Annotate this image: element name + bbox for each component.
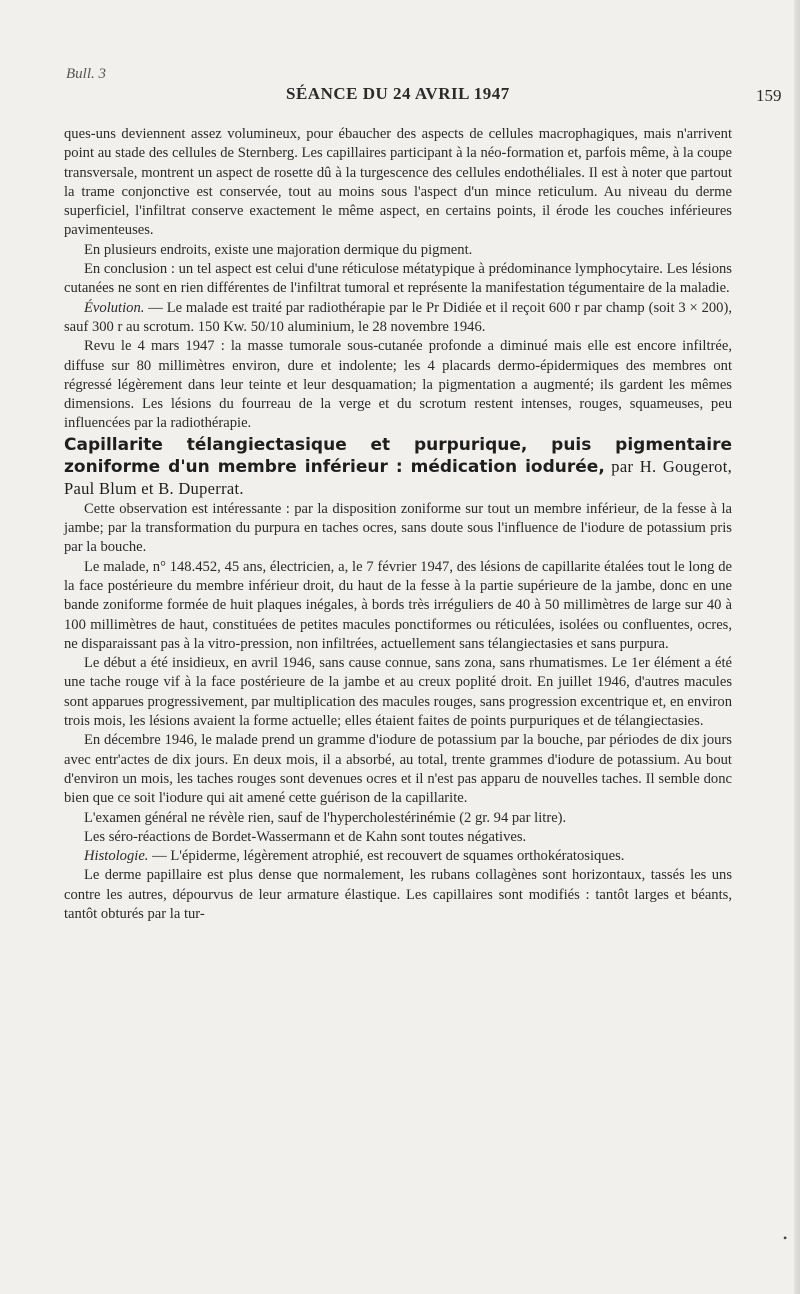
evolution-text: — Le malade est traité par radiothérapie par le Pr Didiée et il reçoit 600 r par champ (soit 3 × 200), sauf 300 r au scrotum. 150 Kw. 50/10 aluminium, le 28 novembre 1946. (64, 299, 732, 335)
paragraph: Le derme papillaire est plus dense que normalement, les rubans collagènes sont horizontaux, tassés les uns contre les autres, dépourvus de leur armature élastique. Les capillaires sont modifiés : tantôt larges et béants, tantôt obturés par la tur- (64, 867, 732, 922)
histologie-paragraph (64, 847, 732, 866)
running-header (0, 84, 800, 108)
histologie-text: — L'épiderme, légèrement atrophié, est recouvert de squames orthokératosiques. (148, 848, 625, 865)
paragraph: Le début a été insidieux, en avril 1946, sans cause connue, sans zona, sans rhumatismes. Le 1er élément a été une tache rouge vif à la face postérieure de la jambe et au creux poplité droit. En juillet 1946, d'autres macules sont apparues progressivement, par multiplication des macules rouges, sans progression excentrique et, en environ trois mois, les lésions avaient la forme actuelle; elles étaient faites de points purpuriques et de télangiectasies. (64, 655, 732, 730)
paragraph: En conclusion : un tel aspect est celui d'une réticulose métatypique à prédominance lymphocytaire. Les lésions cutanées ne sont en rien différentes de l'infiltrat tumoral et représente la manifestation tégumentaire de la maladie. (64, 261, 732, 297)
paragraph: En décembre 1946, le malade prend un gramme d'iodure de potassium par la bouche, par périodes de dix jours avec entr'actes de dix jours. En deux mois, il a absorbé, au total, trente grammes d'iodure de potassium. Au bout d'environ un mois, les taches rouges sont devenues ocres et il n'est pas apparu de nouvelles taches. Il semble donc bien que ce soit l'iodure qui ait amené cette guérison de la capillarite. (64, 732, 732, 807)
paragraph: Revu le 4 mars 1947 : la masse tumorale sous-cutanée profonde a diminué mais elle est encore infiltrée, diffuse sur 80 millimètres environ, dure et indolente; les 4 placards dermo-épidermiques des membres ont régressé légèrement dans leur teinte et leur desquamation; la pigmentation a augmenté; ils gardent les mêmes dimensions. Les lésions du fourreau de la verge et du scrotum restent intenses, rouges, squameuses, peu influencées par la radiothérapie. (64, 338, 732, 432)
section-label-histologie: Histologie. (84, 848, 149, 865)
article-authors: par H. Gougerot, Paul Blum et B. Duperrat. (64, 456, 733, 498)
section-label-evolution: Évolution. (84, 299, 145, 316)
paragraph: Les séro-réactions de Bordet-Wassermann et de Kahn sont toutes négatives. (84, 828, 527, 845)
paragraph: Cette observation est intéressante : par la disposition zoniforme sur tout un membre inférieur, de la fesse à la jambe; par la transformation du purpura en taches ocres, sans doute sous l'influence de l'iodure de potassium pris par la bouche. (64, 500, 732, 556)
article-title: Capillarite télangiectasique et purpurique, puis pigmentaire zoniforme d'un membre inférieur : médication iodurée, (64, 434, 732, 477)
paragraph: Le malade, n° 148.452, 45 ans, électricien, a, le 7 février 1947, des lésions de capillarite étalées tout le long de la face postérieure du membre inférieur droit, du haut de la fesse à la partie supérieure de la jambe, donc en une bande zoniforme formée de huit plaques inégales, à bords très irréguliers de 40 à 50 millimètres de large sur 40 à 100 millimètres de haut, constituées de petites macules ponctiformes ou réticulées, isolées ou confluentes, ocres, ne disparaissant pas à la vitro-pression, non infiltrées, actuellement sans télangiectasies et sans purpura. (64, 558, 732, 652)
body-text (64, 125, 732, 924)
handwritten-margin-note: Bull. 3 (66, 66, 106, 82)
article-heading (64, 434, 732, 500)
paragraph: L'examen général ne révèle rien, sauf de l'hypercholestérinémie (2 gr. 94 par litre). (84, 809, 567, 826)
paragraph: ques-uns deviennent assez volumineux, pour ébaucher des aspects de cellules macrophagiques, mais n'arrivent point au stade des cellules de Sternberg. Les capillaires participant à la néo-formation et, parfois même, à la coupe transversale, montrent un aspect de rosette dû à la turgescence des cellules endothéliales. Il est à noter que partout la trame conjonctive est conservée, tout au moins sous l'aspect d'un mince reticulum. Au niveau du derme superficiel, l'infiltrat conserve exactement le même aspect, en certains points, il érode les couches inférieures pavimenteuses. (64, 126, 732, 239)
evolution-paragraph (64, 299, 732, 338)
page-number: 159 (756, 86, 782, 105)
margin-dot-mark: • (783, 1231, 788, 1245)
running-title: SÉANCE DU 24 AVRIL 1947 (286, 84, 510, 103)
scan-edge-shadow (794, 0, 800, 1294)
paragraph: En plusieurs endroits, existe une majoration dermique du pigment. (84, 241, 473, 258)
